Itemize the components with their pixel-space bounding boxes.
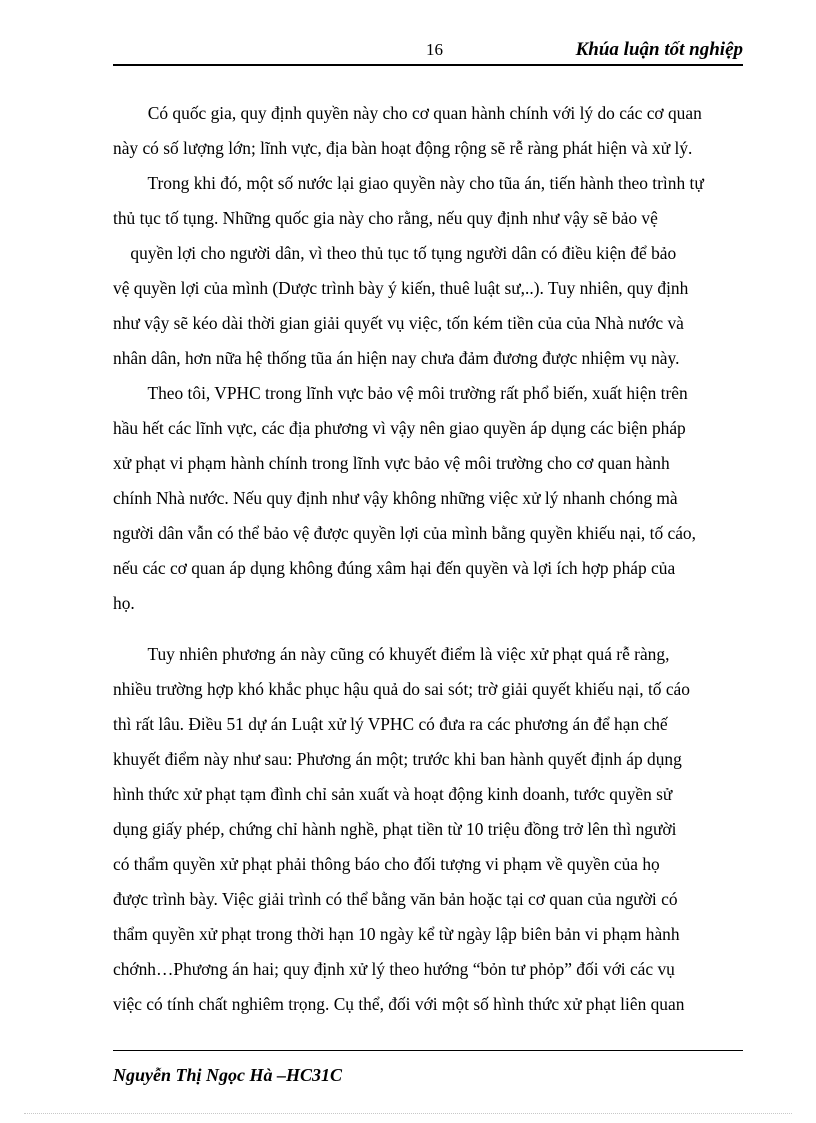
page-header: [113, 36, 743, 66]
paragraph-block-1: [113, 96, 743, 621]
text-line: việc có tính chất nghiêm trọng. Cụ thể, đối với một số hình thức xử phạt liên quan: [113, 994, 685, 1014]
footer-rule: [113, 1050, 743, 1051]
body-text: [113, 96, 743, 1022]
text-line: có thẩm quyền xử phạt phải thông báo cho đối tượng vi phạm về quyền của họ: [113, 854, 660, 874]
text-line: dụng giấy phép, chứng chỉ hành nghề, phạt tiền từ 10 triệu đồng trở lên thì người: [113, 819, 677, 839]
page-footer: [113, 1050, 743, 1086]
text-line: thẩm quyền xử phạt trong thời hạn 10 ngày kể từ ngày lập biên bản vi phạm hành: [113, 924, 680, 944]
text-line: nếu các cơ quan áp dụng không đúng xâm hại đến quyền và lợi ích hợp pháp của: [113, 558, 676, 578]
text-line: họ.: [113, 593, 135, 613]
text-line: Theo tôi, VPHC trong lĩnh vực bảo vệ môi trường rất phổ biến, xuất hiện trên: [113, 383, 688, 403]
text-line: vệ quyền lợi của mình (Dược trình bày ý kiến, thuê luật sư,..). Tuy nhiên, quy định: [113, 278, 689, 298]
text-line: khuyết điểm này như sau: Phương án một; trước khi ban hành quyết định áp dụng: [113, 749, 682, 769]
text-line: hầu hết các lĩnh vực, các địa phương vì vậy nên giao quyền áp dụng các biện pháp: [113, 418, 686, 438]
footer-author: Nguyễn Thị Ngọc Hà –HC31C: [113, 1065, 343, 1085]
text-line: quyền lợi cho người dân, vì theo thủ tục tố tụng người dân có điều kiện để bảo: [113, 243, 677, 263]
paragraph-block-2: [113, 637, 743, 1022]
text-line: thủ tục tố tụng. Những quốc gia này cho rằng, nếu quy định như vậy sẽ bảo vệ: [113, 208, 658, 228]
text-line: nhân dân, hơn nữa hệ thống tũa án hiện nay chưa đảm đương được nhiệm vụ này.: [113, 348, 680, 368]
text-line: thì rất lâu. Điều 51 dự án Luật xử lý VPHC có đưa ra các phương án để hạn chế: [113, 714, 668, 734]
text-line: này có số lượng lớn; lĩnh vực, địa bàn hoạt động rộng sẽ rễ ràng phát hiện và xử lý.: [113, 138, 693, 158]
text-line: Có quốc gia, quy định quyền này cho cơ quan hành chính với lý do các cơ quan: [113, 103, 702, 123]
header-title: Khúa luận tốt nghiệp: [575, 39, 743, 60]
text-line: hình thức xử phạt tạm đình chỉ sản xuất và hoạt động kinh doanh, tước quyền sử: [113, 784, 673, 804]
page-bottom-border: [24, 1113, 792, 1114]
text-line: người dân vẫn có thể bảo vệ được quyền lợi của mình bằng quyền khiếu nại, tố cáo,: [113, 523, 696, 543]
text-line: Tuy nhiên phương án này cũng có khuyết điểm là việc xử phạt quá rễ ràng,: [113, 644, 670, 664]
text-line: như vậy sẽ kéo dài thời gian giải quyết vụ việc, tốn kém tiền của của Nhà nước và: [113, 313, 684, 333]
text-line: xử phạt vi phạm hành chính trong lĩnh vực bảo vệ môi trường cho cơ quan hành: [113, 453, 670, 473]
paragraph-spacer: [113, 621, 743, 637]
text-line: được trình bày. Việc giải trình có thể bằng văn bản hoặc tại cơ quan của người có: [113, 889, 678, 909]
text-line: chính Nhà nước. Nếu quy định như vậy không những việc xử lý nhanh chóng mà: [113, 488, 678, 508]
text-line: Trong khi đó, một số nước lại giao quyền này cho tũa án, tiến hành theo trình tự: [113, 173, 704, 193]
text-line: chớnh…Phương án hai; quy định xử lý theo hướng “bỏn tư phỏp” đối với các vụ: [113, 959, 675, 979]
page-number: 16: [426, 40, 443, 59]
header-rule: [113, 64, 743, 66]
text-line: nhiều trường hợp khó khắc phục hậu quả do sai sót; trờ giải quyết khiếu nại, tố cáo: [113, 679, 690, 699]
